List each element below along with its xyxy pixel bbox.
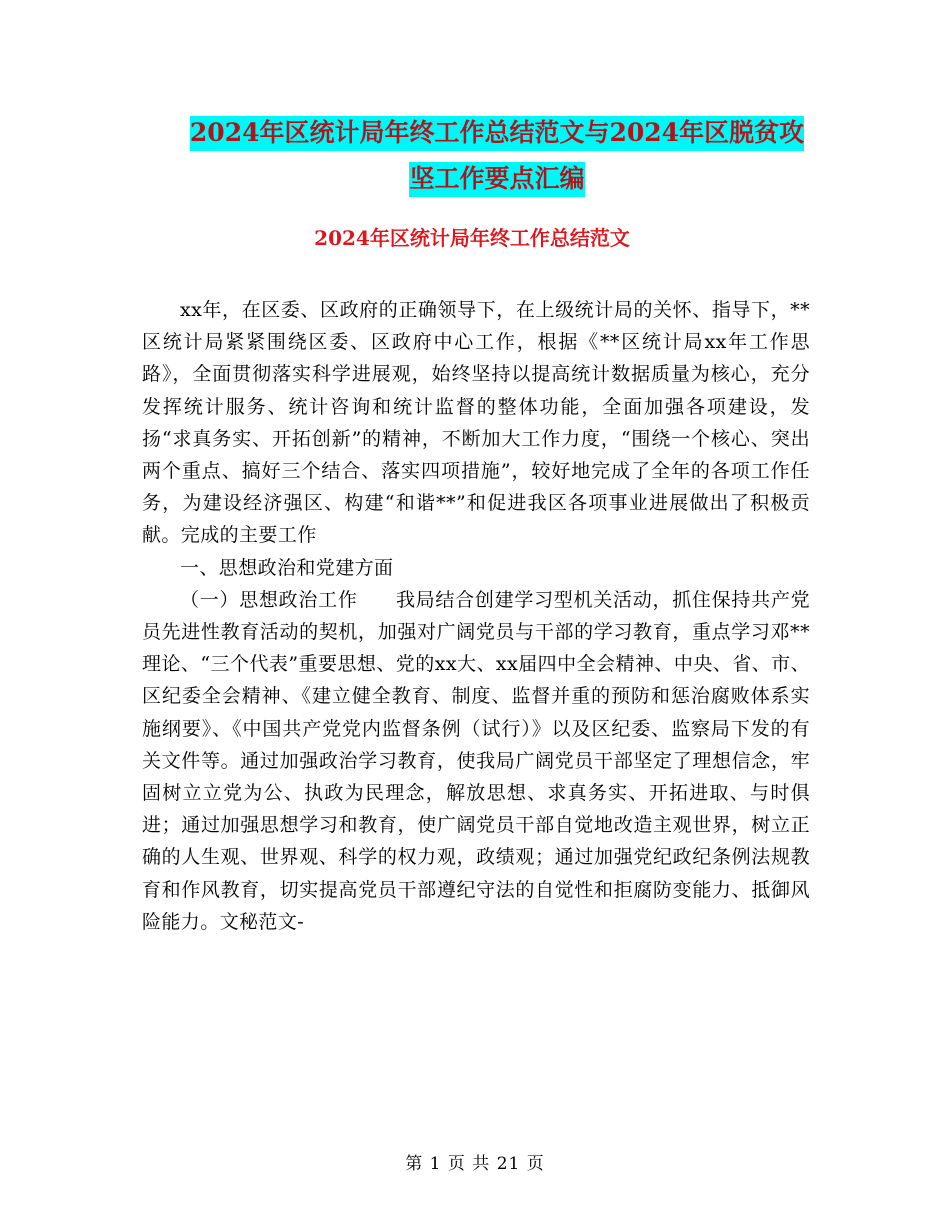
paragraph-heading-1: 一、思想政治和党建方面 [180, 556, 394, 579]
document-title-line-2: 坚工作要点汇编 [409, 162, 584, 197]
subsection-text: 我局结合创建学习型机关活动，抓住保持共产党员先进性教育活动的契机，加强对广阔党员与干部的学习教育，重点学习邓**理论、“三个代表”重要思想、党的xx大、xx届四中全会精神、中央、省、市、区纪委全会精神、《建立健全教育、制度、监督并重的预防和惩治腐败体系实施纲要》、《中国共产党党内监督条例（试行）》以及区纪委、监察局下发的有关文件等。通过加强政治学习教育，使我局广阔党员干部坚定了理想信念，牢固树立立党为公、执政为民理念，解放思想、求真务实、开拓进取、与时俱进；通过加强思想学习和教育，使广阔党员干部自觉地改造主观世界，树立正确的人生观、世界观、科学的权力观，政绩观；通过加强党纪政纪条例法规教育和作风教育，切实提高党员干部遵纪守法的自觉性和拒腐防变能力、抵御风险能力。文秘范文- [142, 588, 810, 933]
section-title: 2024年区统计局年终工作总结范文 [314, 226, 630, 250]
document-title-line-1: 2024年区统计局年终工作总结范文与2024年区脱贫攻 [190, 116, 804, 151]
paragraph-intro: xx年，在区委、区政府的正确领导下，在上级统计局的关怀、指导下，**区统计局紧紧围绕区委、区政府中心工作，根据《**区统计局xx年工作思路》，全面贯彻落实科学进展观，始终坚持以提高统计数据质量为核心，充分发挥统计服务、统计咨询和统计监督的整体功能，全面加强各项建设，发扬“求真务实、开拓创新”的精神，不断加大工作力度，“围绕一个核心、突出两个重点、搞好三个结合、落实四项措施”，较好地完成了全年的各项工作任务，为建设经济强区、构建“和谐**”和促进我区各项事业进展做出了积极贡献。完成的主要工作 [142, 299, 810, 547]
paragraph-subsection [142, 584, 810, 938]
page-number-footer: 第 1 页 共 21 页 [405, 1154, 545, 1174]
document-body [142, 294, 810, 938]
subsection-label: （一）思想政治工作 [180, 588, 358, 611]
document-title [142, 110, 852, 202]
